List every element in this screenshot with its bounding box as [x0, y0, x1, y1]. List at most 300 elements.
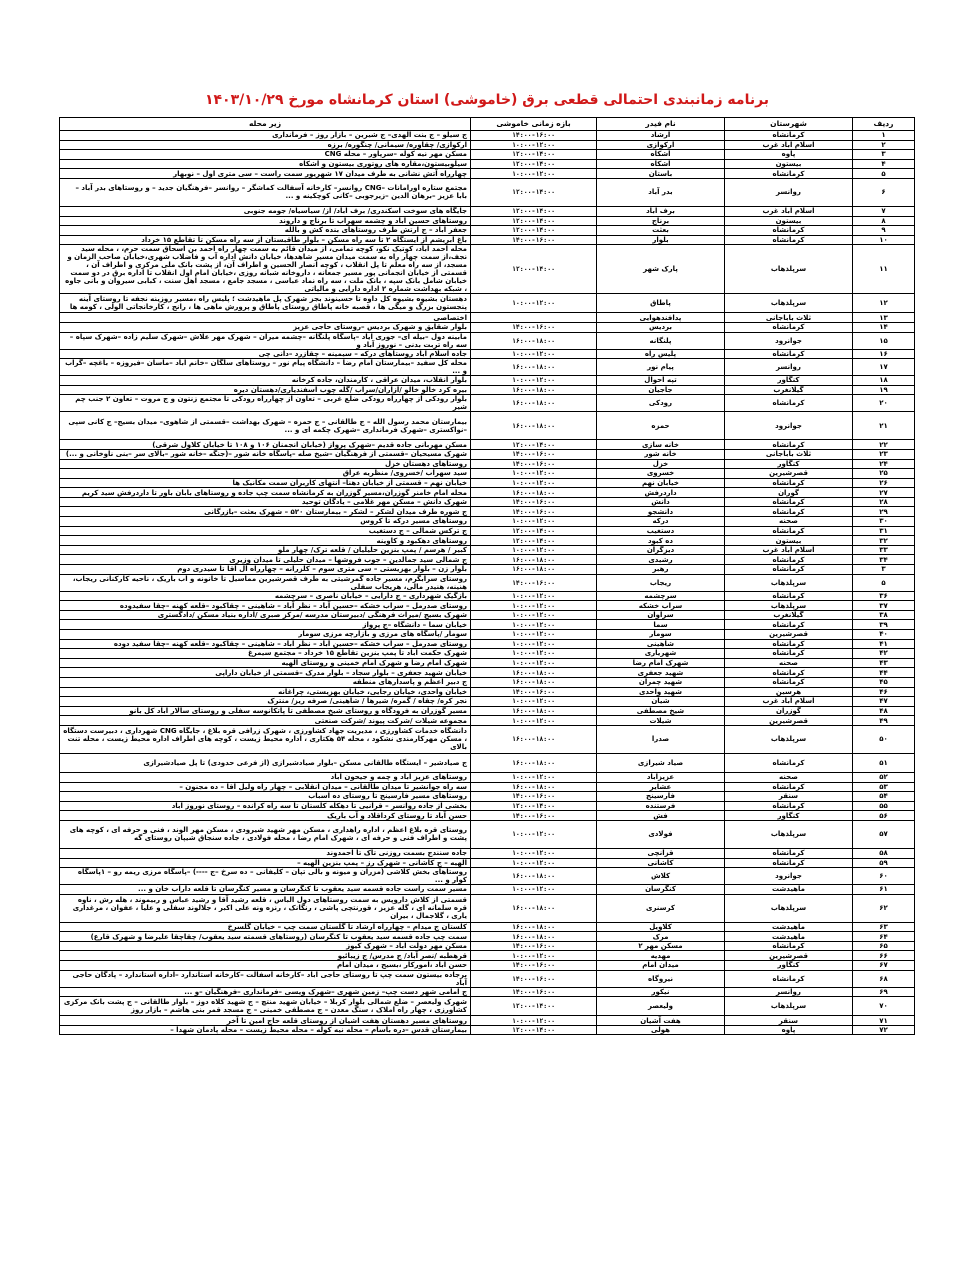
table-row	[60, 610, 915, 620]
table-row	[60, 322, 915, 332]
row-number-cell: ۲۲	[853, 440, 915, 450]
time-range-cell: ۱۴:۰۰-۱۶:۰۰	[471, 235, 597, 245]
header-time-range: بازه زمانی خاموشی	[471, 118, 597, 131]
city-cell: ثلاث باباجانی	[725, 313, 853, 323]
row-number-cell: ۳۲	[853, 536, 915, 546]
city-cell: کرمانشاه	[725, 677, 853, 687]
area-cell: شهرک مسیحیان –قسمتی از فرهنگیان –شیخ صله –پاسگاه خانه شور –(جنگه –خانه شور –بالای سر –بنی ناوخانی و ...)	[60, 449, 471, 459]
row-number-cell: ۴۸	[853, 706, 915, 716]
row-number-cell: ۵۸	[853, 848, 915, 858]
table-row	[60, 349, 915, 359]
time-range-cell: ۱۰:۰۰-۱۲:۰۰	[471, 620, 597, 630]
area-cell: روستاهای بخش کلاشی (مزران و میونه و بالی تپان – کلیفانی – ده سرخ –ج ----) –پاسگاه مرزی ریمه رو – ۱پاسگاه کوار و ...	[60, 868, 471, 885]
area-cell: خیابان شهید جعفری – بلوار سجاد – بلوار مدرک –قسمتی از خیابان داراپی	[60, 668, 471, 678]
table-row	[60, 782, 915, 792]
area-cell: قرهطبه /نصر آباد/ ج مدرس/ ج زیبائیو	[60, 951, 471, 961]
row-number-cell: ۱۴	[853, 322, 915, 332]
row-number-cell: ۴۲	[853, 649, 915, 659]
area-cell: دهستان بشیوه بشیوه کل داوه تا حسینوند بجز شهرک پل ماهیدشت ؛ پلیس راه ،مسیر روزینه نجفه تا روستای آینه پنجستون بزرگ و میگی ها ، قصبه خانه پاطاق روستای پاطاق و پرورش ماهی ها ، رانج ، کارخانجاتی الولی ، کومه ها	[60, 294, 471, 313]
table-row	[60, 395, 915, 412]
city-cell: صحنه	[725, 517, 853, 527]
table-row	[60, 868, 915, 885]
table-row	[60, 932, 915, 942]
city-cell: گوزران	[725, 706, 853, 716]
row-number-cell: ۳	[853, 565, 915, 575]
area-cell: حسن آباد تا روستای کرداقلاد و آب باریک	[60, 811, 471, 821]
table-row	[60, 951, 915, 961]
feeder-cell: پیام نور	[597, 359, 725, 376]
time-range-cell: ۱۴:۰۰-۱۶:۰۰	[471, 497, 597, 507]
time-range-cell: ۱۰:۰۰-۱۲:۰۰	[471, 772, 597, 782]
time-range-cell: ۱۶:۰۰-۱۸:۰۰	[471, 677, 597, 687]
row-number-cell: ۷۰	[853, 997, 915, 1016]
table-row	[60, 294, 915, 313]
time-range-cell: ۱۰:۰۰-۱۲:۰۰	[471, 517, 597, 527]
city-cell: سنقر	[725, 792, 853, 802]
feeder-cell: کلاش	[597, 868, 725, 885]
time-range-cell: ۱۶:۰۰-۱۸:۰۰	[471, 668, 597, 678]
area-cell: ج شوره طرف میدان لشکر – لشکر – بیمارستان ۵۲۰ – شهرک بعثت –بازرگانی	[60, 507, 471, 517]
city-cell: کرمانشاه	[725, 753, 853, 772]
city-cell: کرمانشاه	[725, 169, 853, 179]
time-range-cell: ۱۰:۰۰-۱۲:۰۰	[471, 858, 597, 868]
time-range-cell: ۱۲:۰۰-۱۴:۰۰	[471, 440, 597, 450]
time-range-cell: ۱۲:۰۰-۱۴:۰۰	[471, 1025, 597, 1035]
row-number-cell: ۱۲	[853, 294, 915, 313]
area-cell: محله احمد آباد، کوتیک نکو، کوچه تمامی، از میدان قائم به سمت چهار راه احمد بن اسحاق سمت حرم، ، محله سید نجف،از سمت چهار راه به سمت میدان مسیر شاهدها، خیابان دانش اداره آب و فاضلاب شهری،خیابان صاحب الزمان و مسجد، از سه راه معلم تا پل انقلاب ، کوچه انصار الحسین و اطراف آن، از پشت بانک ملی مرکزی و اطراف آن ، قسمتی از خیابان انجمانی پور مسیر جمعانه ، داروخانه شبانه روزی ،خیابان امام اول انقلاب تا اداره برق در دو سمت خیابان شامل بانک سپه ، بانک ملت ، سه راه نماد عباسی ، مسجد جامع ، مسجد اهل سنت ، کبابی سیروان و بانی جاوه ، شبکه بهداشت شماره ۲ اداره دارایی و مالیاتی	[60, 245, 471, 294]
time-range-cell: ۱۰:۰۰-۱۲:۰۰	[471, 545, 597, 555]
table-row	[60, 469, 915, 479]
area-cell: روستاهای مسیر درکه تا کروس	[60, 517, 471, 527]
row-number-cell: ۵	[853, 169, 915, 179]
area-cell: بیمارستان قدس –دره باسام – محله نیه کوله – محله محیط زیست – محله پادمان شهدا –	[60, 1025, 471, 1035]
time-range-cell: ۱۶:۰۰-۱۸:۰۰	[471, 395, 597, 412]
feeder-cell: ولیعصر	[597, 997, 725, 1016]
row-number-cell: ۴۱	[853, 639, 915, 649]
row-number-cell: ۲۵	[853, 469, 915, 479]
row-number-cell: ۶۶	[853, 951, 915, 961]
table-row	[60, 811, 915, 821]
table-row	[60, 332, 915, 349]
area-cell: شهرک حکمت آباد تا پمپ بنزین تقاطع ۱۵ خرداد – مجتمع سیمرغ	[60, 649, 471, 659]
feeder-cell: کرسنری	[597, 894, 725, 922]
area-cell: مسیر سمت راست جاده قسمه سید یعقوب تا کنگرسان و مسیر کنگرسان تا قلعه داراب خان و ...	[60, 885, 471, 895]
city-cell: گیلانغرب	[725, 610, 853, 620]
row-number-cell: ۴	[853, 159, 915, 169]
row-number-cell: ۳۱	[853, 526, 915, 536]
city-cell: کنگاور	[725, 961, 853, 971]
city-cell: سرپلذهاب	[725, 725, 853, 753]
time-range-cell: ۱۴:۰۰-۱۶:۰۰	[471, 131, 597, 141]
table-row	[60, 858, 915, 868]
table-row	[60, 941, 915, 951]
feeder-cell: قزانچی	[597, 848, 725, 858]
header-feeder: نام فیدر	[597, 118, 725, 131]
row-number-cell: ۶۰	[853, 868, 915, 885]
area-cell: روستای سرابگرم، مسیر جاده گمرشیتی به طرف قصرشیرین مماسیل تا خانونه و آب باریک ، ناحیه کارکنانی ریجاب، هنینه، هنیدر مالی، هریجاب سفلی	[60, 574, 471, 591]
area-cell: بیره کرد خالو خالو /ازاران/سرآب /گله چوب اسفندیاری/دهستان دیره	[60, 385, 471, 395]
table-row	[60, 517, 915, 527]
city-cell: گیلانغرب	[725, 385, 853, 395]
table-row	[60, 216, 915, 226]
feeder-cell: صدرا	[597, 725, 725, 753]
row-number-cell: ۲۷	[853, 488, 915, 498]
row-number-cell: ۲	[853, 140, 915, 150]
time-range-cell: ۱۶:۰۰-۱۸:۰۰	[471, 753, 597, 772]
feeder-cell: نیکور	[597, 987, 725, 997]
row-number-cell: ۳۴	[853, 555, 915, 565]
time-range-cell: ۱۰:۰۰-۱۲:۰۰	[471, 469, 597, 479]
table-row	[60, 245, 915, 294]
area-cell: شهرک امام رضا و شهرک امام خمینی و روستای الهیه	[60, 658, 471, 668]
table-row	[60, 970, 915, 987]
feeder-cell: مهدیه	[597, 951, 725, 961]
city-cell: جوانرود	[725, 868, 853, 885]
area-cell: بلوار رودکی از چهارراه رودکی ضلع غربی – تعاون از چهارراه رودکی تا مجتمع زنتون و ج مروت – تعاون ۲ جنب چم شیر	[60, 395, 471, 412]
time-range-cell: ۱۲:۰۰-۱۴:۰۰	[471, 801, 597, 811]
area-cell: دانشگاه خدمات کشاورزی ، مدیریت جهاد کشاورزی ، شهرک زرافی قره بلاغ ، جایگاه CNG شهرداری ، دبیرست دستگاه ، مسکن مهرکارمندی نشکود ، محله ۵۴ هکتاری ، اداره محیط زیست ، کوچه های اطراف اداره محیط زیست ، محله تنت بالای	[60, 725, 471, 753]
feeder-cell: باستان	[597, 169, 725, 179]
table-row	[60, 716, 915, 726]
city-cell: کرمانشاه	[725, 858, 853, 868]
row-number-cell: ۵۷	[853, 820, 915, 848]
area-cell: روستاهای حسین آباد و چشمه سهراب تا برناج و داروند	[60, 216, 471, 226]
time-range-cell: ۱۰:۰۰-۱۲:۰۰	[471, 478, 597, 488]
table-row	[60, 376, 915, 386]
feeder-cell: شاهینی	[597, 639, 725, 649]
time-range-cell: ۱۲:۰۰-۱۴:۰۰	[471, 216, 597, 226]
table-row	[60, 488, 915, 498]
city-cell: پاوه	[725, 1025, 853, 1035]
row-number-cell: ۴۷	[853, 697, 915, 707]
table-row	[60, 140, 915, 150]
table-row	[60, 313, 915, 323]
feeder-cell: کلاویل	[597, 922, 725, 932]
time-range-cell: ۱۲:۰۰-۱۴:۰۰	[471, 206, 597, 216]
city-cell: کرمانشاه	[725, 497, 853, 507]
city-cell: کرمانشاه	[725, 941, 853, 951]
row-number-cell: ۳۰	[853, 517, 915, 527]
time-range-cell: ۱۶:۰۰-۱۸:۰۰	[471, 359, 597, 376]
row-number-cell: ۷۲	[853, 1025, 915, 1035]
row-number-cell: ۶۷	[853, 961, 915, 971]
city-cell: قصرشیرین	[725, 469, 853, 479]
area-cell: بلوار انقلاب، میدان عراقی ، کارمندان، جاده کرخانه	[60, 376, 471, 386]
area-cell: مسکن مهر دولت آباد – شهرک کیوز	[60, 941, 471, 951]
feeder-cell: رودکی	[597, 395, 725, 412]
city-cell: بیستون	[725, 216, 853, 226]
row-number-cell: ۶	[853, 178, 915, 206]
area-cell: ج صیادشیر – ایستگاه طالقانی مسکن –بلوار صیادشیرازی (از فرعی حدودی) تا پل صیادشیرازی	[60, 753, 471, 772]
feeder-cell: ارشاد	[597, 131, 725, 141]
feeder-cell: فارسینج	[597, 792, 725, 802]
feeder-cell: ریجاب	[597, 574, 725, 591]
area-cell: محله کل سفید –بیمارستان امام رضا – دانشگاه پیام نور – روستاهای سلگان –خانم آباد –ماسان –فیروزه – باغچه –گراب و ...	[60, 359, 471, 376]
area-cell: خیابان نهم – قسمتی از خیابان دهنا– انتهای کاربران سمت مکانیک ها	[60, 478, 471, 488]
feeder-cell: شهید چمران	[597, 677, 725, 687]
row-number-cell: ۴۴	[853, 668, 915, 678]
table-row	[60, 639, 915, 649]
feeder-cell: بردیس	[597, 322, 725, 332]
table-row	[60, 359, 915, 376]
row-number-cell: ۵۰	[853, 725, 915, 753]
area-cell: مسکن مهربانی جاده قدیم –شهرک پرواز (خیابان انجمنان ۱۰۶ و ۱۰۸ تا خیابان کلاول شرقی)	[60, 440, 471, 450]
area-cell: خیابان سما – دانشگاه –ج پرواز	[60, 620, 471, 630]
row-number-cell: ۳۹	[853, 620, 915, 630]
feeder-cell: مرک	[597, 932, 725, 942]
table-row	[60, 226, 915, 236]
table-row	[60, 507, 915, 517]
table-row	[60, 478, 915, 488]
row-number-cell: ۲۰	[853, 395, 915, 412]
feeder-cell: شیان	[597, 697, 725, 707]
city-cell: کرمانشاه	[725, 782, 853, 792]
feeder-cell: خسروی	[597, 469, 725, 479]
row-number-cell: ۲۱	[853, 412, 915, 440]
city-cell: کنگاور	[725, 811, 853, 821]
time-range-cell: ۱۲:۰۰-۱۴:۰۰	[471, 997, 597, 1016]
feeder-cell: بلوار	[597, 235, 725, 245]
table-row	[60, 412, 915, 440]
area-cell: کلستان ج میدام – چهارراه ارشاد تا گلستان سمت چپ – خیابان گلسرخ	[60, 922, 471, 932]
table-row	[60, 497, 915, 507]
area-cell: سمت چپ جاده قسمه سید یعقوب تا کنگرسان (روستاهای قسمته سید یعقوب/ چقاچقا علیرضا و شهرک قارع)	[60, 932, 471, 942]
area-cell: جاده سنندج بسمت روزنی تاک تا احمدوند	[60, 848, 471, 858]
row-number-cell: ۵۶	[853, 811, 915, 821]
area-cell: مجتمع ستاره اورامانات –CNG روانسر– کارخانه آسفالت کماشگر – روانسر –فرهنگیان جدید – و روستاهای بدر آباد – بابا عزیز –برهان الدین –زیرجوبی –کانی کوچکینه و ...	[60, 178, 471, 206]
city-cell: قصرشیرین	[725, 716, 853, 726]
row-number-cell: ۳۳	[853, 545, 915, 555]
city-cell: سرپلذهاب	[725, 997, 853, 1016]
city-cell: کرمانشاه	[725, 801, 853, 811]
row-number-cell: ۶۸	[853, 970, 915, 987]
city-cell: صحنه	[725, 772, 853, 782]
table-row	[60, 997, 915, 1016]
area-cell: روستاهای عزیز آباد و چمه و جیحون آباد	[60, 772, 471, 782]
time-range-cell: ۱۰:۰۰-۱۲:۰۰	[471, 376, 597, 386]
table-row	[60, 801, 915, 811]
city-cell: کرمانشاه	[725, 970, 853, 987]
feeder-cell: صیاد شیرازی	[597, 753, 725, 772]
area-cell: بازگیک شهرداری – ج دارایی – خیابان ناصری – سرچشمه	[60, 591, 471, 601]
city-cell: کرمانشاه	[725, 440, 853, 450]
table-row	[60, 894, 915, 922]
feeder-cell: عشایر	[597, 782, 725, 792]
area-cell: روستای قره بلاغ اعظم ، اداره راهداری ، مسکن مهر شهید شیرودی ، مسکن مهر الوند ، فنی و حرفه ای ، کوچه های پشت و اطراف فنی و حرفه ای ، شهرک امام رضا ، محله فولادی ، جاده سنجاق شیپان روستای گه	[60, 820, 471, 848]
row-number-cell: ۹	[853, 226, 915, 236]
time-range-cell: ۱۰:۰۰-۱۲:۰۰	[471, 649, 597, 659]
row-number-cell: ۶۲	[853, 894, 915, 922]
city-cell: سرپلذهاب	[725, 894, 853, 922]
row-number-cell: ۱۳	[853, 313, 915, 323]
city-cell: پاوه	[725, 150, 853, 160]
area-cell: برجاده بیستون سمت چپ تا روستای حاجی آباد –کارخانه آسفالت –کارخانه استاندارد –اداره استاندارد – پادگان حاجی آباد	[60, 970, 471, 987]
area-cell: مابینه دول –بیله ای– جوری ایاد –پاسگاه پلنگانه –چشمه میران – شهرک مهر علاش –شهرک سلیم زاده –شهرک سپاه – سه راه تربت بدنی – نوروز آباد و	[60, 332, 471, 349]
table-row	[60, 961, 915, 971]
city-cell: کرمانشاه	[725, 526, 853, 536]
feeder-cell: دانشجو	[597, 507, 725, 517]
feeder-cell: دستغیب	[597, 526, 725, 536]
feeder-cell: خانه سازی	[597, 440, 725, 450]
city-cell: سرپلذهاب	[725, 820, 853, 848]
row-number-cell: ۲۳	[853, 449, 915, 459]
row-number-cell: ۱۸	[853, 376, 915, 386]
feeder-cell: نیروگاه	[597, 970, 725, 987]
time-range-cell: ۱۲:۰۰-۱۴:۰۰	[471, 226, 597, 236]
time-range-cell: ۱۶:۰۰-۱۸:۰۰	[471, 868, 597, 885]
row-number-cell: ۷	[853, 206, 915, 216]
feeder-cell: شهید جعفری	[597, 668, 725, 678]
table-row	[60, 658, 915, 668]
table-body	[60, 131, 915, 1035]
time-range-cell: ۱۶:۰۰-۱۸:۰۰	[471, 412, 597, 440]
row-number-cell: ۵۹	[853, 858, 915, 868]
city-cell: روانسر	[725, 987, 853, 997]
area-cell: روستای صدرمل – سراب خشکه –حسین آباد – نظر آباد – شاهینی – چقاکبود –قلعه کهنه –چقا سفید دوده	[60, 639, 471, 649]
time-range-cell: ۱۶:۰۰-۱۸:۰۰	[471, 932, 597, 942]
feeder-cell: فولادی	[597, 820, 725, 848]
area-cell: محله امام خامنر گوزران،مسیر گوزران به کرمانشاه سمت چپ جاده و روستاهای بابان باور تا داردرفش سید کریم	[60, 488, 471, 498]
feeder-cell: هولی	[597, 1025, 725, 1035]
table-row	[60, 706, 915, 716]
feeder-cell: هفت آشیان	[597, 1016, 725, 1026]
feeder-cell: اشکاه	[597, 159, 725, 169]
table-row	[60, 545, 915, 555]
row-number-cell: ۱۷	[853, 359, 915, 376]
time-range-cell: ۱۰:۰۰-۱۲:۰۰	[471, 697, 597, 707]
table-row	[60, 725, 915, 753]
table-row	[60, 440, 915, 450]
row-number-cell: ۴۹	[853, 716, 915, 726]
table-row	[60, 565, 915, 575]
row-number-cell: ۷۱	[853, 1016, 915, 1026]
area-cell: روستاهای دهستان خزل	[60, 459, 471, 469]
table-row	[60, 772, 915, 782]
time-range-cell: ۱۶:۰۰-۱۸:۰۰	[471, 894, 597, 922]
feeder-cell: عزیزآباد	[597, 772, 725, 782]
row-number-cell: ۵۲	[853, 772, 915, 782]
table-row	[60, 687, 915, 697]
city-cell: گوران	[725, 488, 853, 498]
table-row	[60, 526, 915, 536]
area-cell: اختصاصی	[60, 313, 471, 323]
time-range-cell: ۱۴:۰۰-۱۶:۰۰	[471, 941, 597, 951]
time-range-cell: ۱۶:۰۰-۱۸:۰۰	[471, 922, 597, 932]
row-number-cell: ۴۶	[853, 687, 915, 697]
city-cell: جوانرود	[725, 412, 853, 440]
time-range-cell: ۱۰:۰۰-۱۲:۰۰	[471, 601, 597, 611]
row-number-cell: ۴۰	[853, 630, 915, 640]
row-number-cell: ۶۴	[853, 932, 915, 942]
city-cell: بیستون	[725, 159, 853, 169]
feeder-cell: اشکاه	[597, 150, 725, 160]
feeder-cell: پلیس راه	[597, 349, 725, 359]
row-number-cell: ۸	[853, 216, 915, 226]
area-cell: سید سهراب /خسروی/ منظریه عراق	[60, 469, 471, 479]
table-row	[60, 848, 915, 858]
feeder-cell: شیخ مصطفی	[597, 706, 725, 716]
feeder-cell: پلنگانه	[597, 332, 725, 349]
row-number-cell: ۱۰	[853, 235, 915, 245]
table-row	[60, 591, 915, 601]
feeder-cell: خزل	[597, 459, 725, 469]
feeder-cell: شیلات	[597, 716, 725, 726]
row-number-cell: ۶۱	[853, 885, 915, 895]
time-range-cell: ۱۶:۰۰-۱۸:۰۰	[471, 555, 597, 565]
time-range-cell: ۱۶:۰۰-۱۸:۰۰	[471, 332, 597, 349]
time-range-cell: ۱۶:۰۰-۱۸:۰۰	[471, 706, 597, 716]
feeder-cell: دانش	[597, 497, 725, 507]
city-cell: کنگاور	[725, 376, 853, 386]
row-number-cell: ۴۵	[853, 677, 915, 687]
table-row	[60, 668, 915, 678]
area-cell: نجر کره/ چقاه / گمره/ شیرها / شاهینی/ صرفه ریز/ منترک	[60, 697, 471, 707]
table-row	[60, 536, 915, 546]
table-row	[60, 792, 915, 802]
city-cell: بیستون	[725, 536, 853, 546]
table-row	[60, 697, 915, 707]
row-number-cell: ۵	[853, 574, 915, 591]
time-range-cell: ۱۴:۰۰-۱۶:۰۰	[471, 507, 597, 517]
time-range-cell: ۱۲:۰۰-۱۴:۰۰	[471, 159, 597, 169]
table-row	[60, 922, 915, 932]
city-cell: کرمانشاه	[725, 639, 853, 649]
city-cell: کرمانشاه	[725, 478, 853, 488]
time-range-cell: ۱۲:۰۰-۱۴:۰۰	[471, 150, 597, 160]
city-cell: ماهیدشت	[725, 885, 853, 895]
table-row	[60, 159, 915, 169]
area-cell: شهرک دانش – مسکن مهر غلامی – یادگان توحید	[60, 497, 471, 507]
area-cell: ج امامی شهر دست چپ– زمین شهری –شهرک ویسی –فرمانداری –فرهنگیان –و ...	[60, 987, 471, 997]
row-number-cell: ۱۱	[853, 245, 915, 294]
time-range-cell: ۱۶:۰۰-۱۸:۰۰	[471, 565, 597, 575]
time-range-cell: ۱۴:۰۰-۱۶:۰۰	[471, 811, 597, 821]
feeder-cell: ارکوازی	[597, 140, 725, 150]
area-cell: جایگاه های سوخت اسکندری/ برف آباد/ از/ سیاسیاه/ جومه جنوبی	[60, 206, 471, 216]
outage-schedule-table	[59, 117, 915, 1035]
city-cell: جوانرود	[725, 332, 853, 349]
area-cell: مسکن مهر نیه کوله –سرپاور – محله CNG	[60, 150, 471, 160]
table-row	[60, 235, 915, 245]
row-number-cell: ۳۸	[853, 610, 915, 620]
time-range-cell: ۱۴:۰۰-۱۶:۰۰	[471, 449, 597, 459]
row-number-cell: ۱۵	[853, 332, 915, 349]
area-cell: شهرک ولیعصر – ضلع شمالی بلوار کربلا – خیابان شهید منتچ – ج شهید کلاه دوز – بلوار طالقانی – ج پشت بانک مرکزی کشاورزی ، چهار راه املاک ، سنگ معدن – ج مصطفی خمینی – ج مسجد قمر بنی هاشم – بازار روز	[60, 997, 471, 1016]
city-cell: اسلام آباد غرب	[725, 545, 853, 555]
time-range-cell: ۱۴:۰۰-۱۶:۰۰	[471, 574, 597, 591]
time-range-cell: ۱۰:۰۰-۱۲:۰۰	[471, 169, 597, 179]
city-cell: کنگاور	[725, 459, 853, 469]
time-range-cell: ۱۰:۰۰-۱۲:۰۰	[471, 658, 597, 668]
row-number-cell: ۶۵	[853, 941, 915, 951]
feeder-cell: ده کبود	[597, 536, 725, 546]
area-cell: بخشی از جاده روانسر – قرآنیی تا دهکله کلستان تا سه راه کرانده – روستای نوروز آباد	[60, 801, 471, 811]
row-number-cell: ۳	[853, 150, 915, 160]
table-row	[60, 753, 915, 772]
city-cell: اسلام آباد غرب	[725, 206, 853, 216]
feeder-cell: شهریاری	[597, 649, 725, 659]
time-range-cell: ۱۲:۰۰-۱۴:۰۰	[471, 178, 597, 206]
feeder-cell: جاجیان	[597, 385, 725, 395]
time-range-cell: ۱۰:۰۰-۱۲:۰۰	[471, 140, 597, 150]
area-cell: قسمتی از کلاش داروپس به سمت روستاهای دول الباس ، قلعه رشید آقا و رشید عباس و ربیموند ، هله رش ، ناوه قره سلمانه ای ، گله عزیز ، قورنتچی پاشی ، رنگانک ، رنزه ونه علی اکبر ، جلالوند سفلی و علیا ، عفوان ، مرغداری یاری ، گلاجمال ، بیران	[60, 894, 471, 922]
area-cell: جعفر آباد – ج ارتش طرف روستاهای بنده کش و بالله	[60, 226, 471, 236]
row-number-cell: ۴۳	[853, 658, 915, 668]
time-range-cell: ۱۴:۰۰-۱۶:۰۰	[471, 459, 597, 469]
time-range-cell: ۱۰:۰۰-۱۲:۰۰	[471, 848, 597, 858]
feeder-cell: برناج	[597, 216, 725, 226]
area-cell: مجموعه شیلات /شرکت پیوند /شرکت صنعتی	[60, 716, 471, 726]
